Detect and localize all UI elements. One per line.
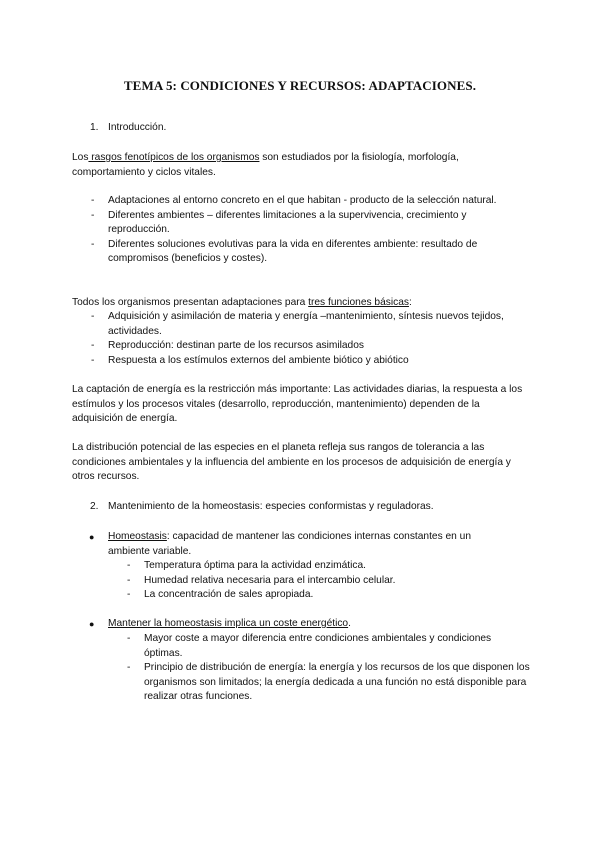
dash-marker: - [127, 560, 131, 571]
homeostasis-link[interactable]: Homeostasis [108, 531, 167, 542]
list-item-text: Diferentes soluciones evolutivas para la vida en diferentes ambiente: resultado de compromisos (beneficios y costes). [108, 238, 478, 264]
homeostasis-conditions-list [72, 559, 532, 603]
list-item [72, 661, 530, 705]
functions-text-start: Todos los organismos presentan adaptaciones para [72, 297, 309, 308]
dash-marker: - [127, 633, 131, 644]
list-item-text: Diferentes ambientes – diferentes limitaciones a la supervivencia, crecimiento y reproducción. [108, 209, 467, 235]
adaptations-list [72, 194, 520, 267]
homeostasis-definition: : capacidad de mantener las condiciones internas constantes en un ambiente variable. [108, 531, 472, 557]
dash-marker: - [91, 354, 95, 366]
section-1-label: Introducción. [108, 122, 167, 133]
tres-funciones-link[interactable]: tres funciones básicas [308, 297, 409, 308]
list-item [72, 339, 510, 354]
dash-marker: - [91, 209, 95, 221]
energy-cost-list [72, 632, 530, 705]
list-item [72, 310, 510, 339]
dash-marker: - [91, 238, 95, 250]
intro-text-end: son estudiados por la fisiología, morfología, comportamiento y ciclos vitales. [72, 152, 459, 178]
coste-energetico-link[interactable]: Mantener la homeostasis implica un coste energético [108, 618, 349, 629]
list-item-text: Adquisición y asimilación de materia y energía –mantenimiento, síntesis nuevos tejidos, actividades. [108, 311, 504, 337]
list-item-text: Respuesta a los estímulos externos del ambiente biótico y abiótico [108, 354, 409, 366]
distribution-paragraph: La distribución potencial de las especies en el planeta refleja sus rangos de tolerancia a las condiciones ambientales y la influencia del ambiente en los procesos de adquisición de energía y otros recursos. [72, 442, 511, 482]
list-item-text: Humedad relativa necesaria para el intercambio celular. [144, 574, 396, 586]
dash-marker: - [127, 589, 131, 600]
list-item [72, 194, 520, 209]
list-item [72, 632, 530, 661]
page-title: TEMA 5: CONDICIONES Y RECURSOS: ADAPTACIONES. [123, 78, 477, 93]
section-1-number: 1. [90, 122, 99, 133]
dash-marker: - [91, 311, 95, 322]
list-item-text: La concentración de sales apropiada. [144, 589, 314, 600]
bullet-period: . [348, 618, 351, 629]
bullet-item [72, 617, 532, 632]
list-item [72, 354, 510, 369]
list-item [72, 588, 532, 603]
list-item [72, 559, 532, 574]
intro-text-start: Los [72, 152, 89, 163]
homeostasis-bullet [72, 530, 512, 559]
functions-paragraph [72, 296, 532, 311]
bullet-item [72, 530, 512, 559]
list-item-text: Mayor coste a mayor diferencia entre condiciones ambientales y condiciones óptimas. [144, 633, 492, 659]
intro-paragraph [72, 151, 512, 180]
list-item-text: Principio de distribución de energía: la energía y los recursos de los que disponen los organismos son limitados; la energía dedicada a una función no está disponible para realizar otras funciones. [144, 662, 530, 702]
rasgos-link[interactable]: rasgos fenotípicos de los organismos [88, 152, 260, 163]
list-item [72, 238, 520, 267]
energy-paragraph: La captación de energía es la restricción más importante: Las actividades diarias, la respuesta a los estímulos y los procesos vitales (desarrollo, reproducción, mantenimiento) dependen de la adquisición de energía. [72, 384, 523, 424]
list-item-text: Temperatura óptima para la actividad enzimática. [144, 560, 366, 571]
bullet-marker: ● [89, 619, 95, 629]
dash-marker: - [91, 195, 95, 206]
dash-marker: - [127, 574, 131, 586]
functions-list [72, 310, 510, 368]
list-item [72, 209, 520, 238]
list-item-text: Adaptaciones al entorno concreto en el que habitan - producto de la selección natural. [108, 195, 497, 206]
bullet-marker: ● [89, 532, 95, 542]
list-item [72, 574, 532, 589]
section-2-label: Mantenimiento de la homeostasis: especies conformistas y reguladoras. [108, 501, 434, 512]
energy-cost-bullet [72, 617, 532, 632]
section-2-number: 2. [90, 501, 99, 512]
dash-marker: - [127, 662, 131, 673]
list-item-text: Reproducción: destinan parte de los recursos asimilados [108, 340, 364, 351]
functions-text-end: : [408, 297, 412, 308]
dash-marker: - [91, 340, 95, 351]
